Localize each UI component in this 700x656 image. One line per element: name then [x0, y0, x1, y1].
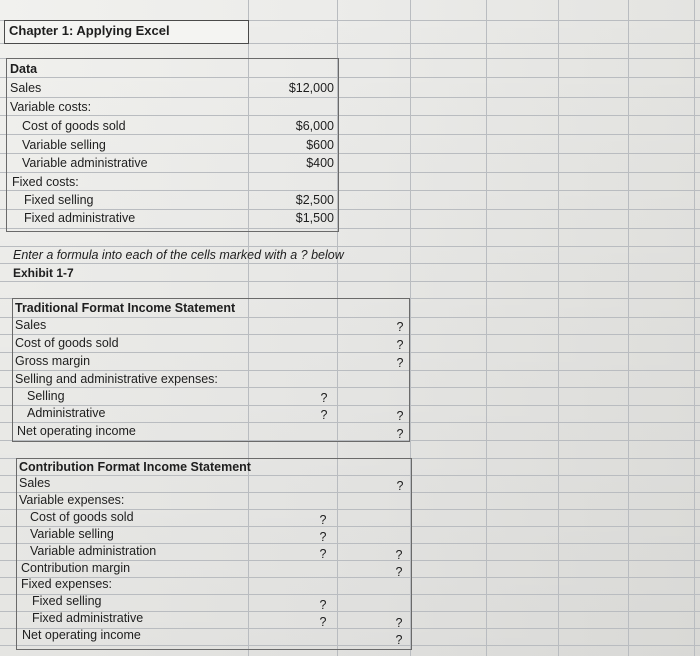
contrib-total-var-formula[interactable]: ?	[395, 548, 403, 562]
data-sales-value[interactable]: $12,000	[288, 81, 334, 95]
trad-noi-formula[interactable]: ?	[396, 427, 404, 441]
contrib-noi-formula[interactable]: ?	[395, 633, 403, 647]
trad-selling-formula[interactable]: ?	[320, 391, 328, 405]
trad-sales-formula[interactable]: ?	[396, 320, 404, 334]
fixed-selling-value[interactable]: $2,500	[295, 193, 334, 207]
trad-admin-formula[interactable]: ?	[320, 408, 328, 422]
contrib-sales-label: Sales	[19, 476, 51, 490]
contrib-fixed-admin-formula[interactable]: ?	[319, 615, 327, 629]
contrib-var-admin-formula[interactable]: ?	[319, 547, 327, 561]
contrib-fixed-selling-formula[interactable]: ?	[319, 598, 327, 612]
contrib-cm-formula[interactable]: ?	[395, 565, 403, 579]
column-divider	[628, 0, 629, 656]
cogs-value[interactable]: $6,000	[295, 119, 334, 133]
trad-gross-margin-label: Gross margin	[15, 354, 91, 368]
fixed-costs-label: Fixed costs:	[12, 175, 79, 189]
contrib-noi-label: Net operating income	[22, 628, 141, 642]
contrib-var-expenses-label: Variable expenses:	[19, 493, 125, 507]
trad-cogs-label: Cost of goods sold	[15, 336, 119, 350]
contrib-var-selling-label: Variable selling	[30, 527, 114, 541]
trad-total-sga-formula[interactable]: ?	[396, 409, 404, 423]
column-divider	[486, 0, 487, 656]
trad-sales-label: Sales	[15, 318, 47, 332]
trad-noi-label: Net operating income	[17, 424, 136, 438]
contrib-sales-formula[interactable]: ?	[396, 479, 404, 493]
contrib-fixed-expenses-label: Fixed expenses:	[21, 577, 113, 591]
exhibit-label: Exhibit 1-7	[13, 266, 74, 280]
cogs-label: Cost of goods sold	[22, 119, 126, 133]
column-divider	[558, 0, 559, 656]
contrib-cogs-formula[interactable]: ?	[319, 513, 327, 527]
trad-selling-label: Selling	[27, 389, 65, 403]
trad-sga-label: Selling and administrative expenses:	[15, 372, 218, 386]
var-admin-value[interactable]: $400	[306, 156, 334, 170]
var-selling-value[interactable]: $600	[306, 138, 334, 152]
data-sales-label: Sales	[10, 81, 42, 95]
contrib-total-fixed-formula[interactable]: ?	[395, 616, 403, 630]
instruction-text: Enter a formula into each of the cells marked with a ? below	[13, 248, 344, 262]
column-divider	[694, 0, 695, 656]
fixed-admin-label: Fixed administrative	[24, 211, 136, 225]
fixed-selling-label: Fixed selling	[24, 193, 94, 207]
data-heading: Data	[10, 62, 38, 76]
sheet-title: Chapter 1: Applying Excel	[9, 23, 170, 38]
trad-cogs-formula[interactable]: ?	[396, 338, 404, 352]
contrib-cogs-label: Cost of goods sold	[30, 510, 134, 524]
contrib-cm-label: Contribution margin	[21, 561, 131, 575]
trad-admin-label: Administrative	[27, 406, 106, 420]
trad-gross-margin-formula[interactable]: ?	[396, 356, 404, 370]
fixed-admin-value[interactable]: $1,500	[295, 211, 334, 225]
contrib-fixed-selling-label: Fixed selling	[32, 594, 102, 608]
traditional-heading: Traditional Format Income Statement	[15, 301, 236, 315]
contrib-var-admin-label: Variable administration	[30, 544, 157, 558]
var-admin-label: Variable administrative	[22, 156, 148, 170]
var-selling-label: Variable selling	[22, 138, 106, 152]
contrib-fixed-admin-label: Fixed administrative	[32, 611, 144, 625]
contrib-var-selling-formula[interactable]: ?	[319, 530, 327, 544]
contribution-heading: Contribution Format Income Statement	[19, 460, 251, 474]
variable-costs-label: Variable costs:	[10, 100, 92, 114]
